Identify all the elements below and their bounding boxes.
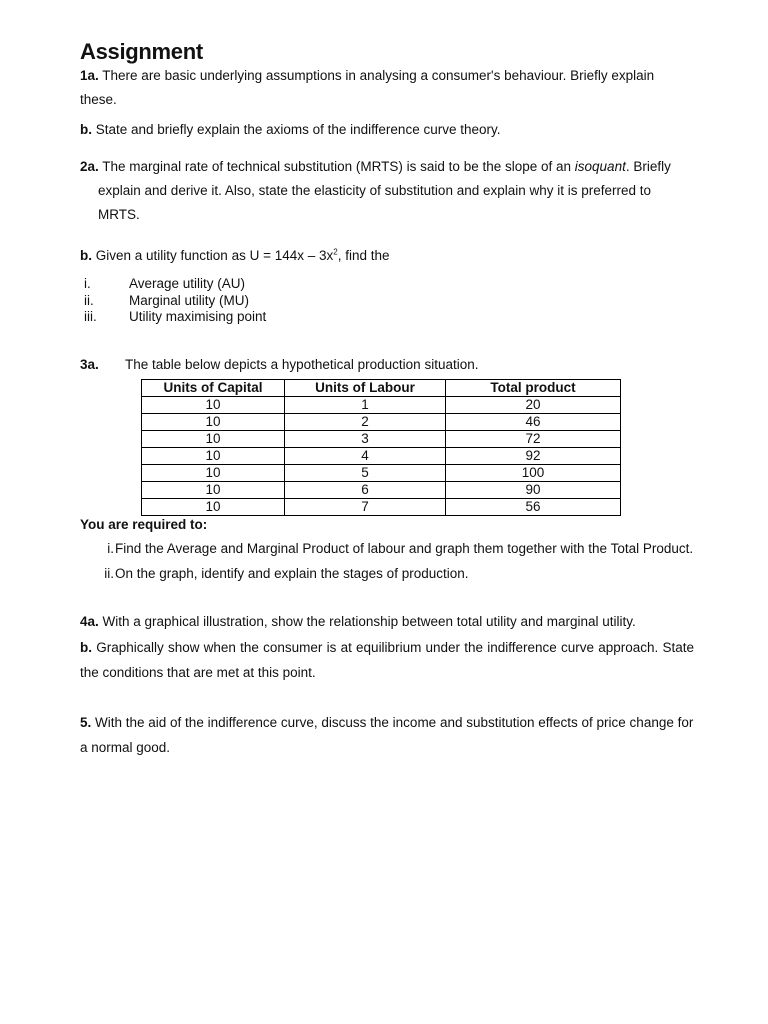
column-header-total-product: Total product <box>446 379 621 396</box>
question-4b <box>80 635 694 685</box>
question-4b-text: Graphically show when the consumer is at equilibrium under the indifference curve approach. State the conditions that are met at this point. <box>80 639 694 680</box>
question-1b-label: b. <box>80 122 92 137</box>
question-2a <box>80 155 694 227</box>
table-row <box>142 481 621 498</box>
list-item <box>80 561 694 586</box>
production-table <box>141 379 621 516</box>
table-row <box>142 396 621 413</box>
list-item <box>80 536 694 561</box>
question-4b-label: b. <box>80 639 92 655</box>
question-5 <box>80 710 694 760</box>
table-cell: 10 <box>142 413 285 430</box>
question-4a <box>80 610 694 634</box>
question-4a-text: With a graphical illustration, show the relationship between total utility and marginal utility. <box>98 613 636 629</box>
table-cell: 3 <box>285 430 446 447</box>
table-row <box>142 413 621 430</box>
table-cell: 72 <box>446 430 621 447</box>
table-cell: 6 <box>285 481 446 498</box>
question-3a <box>80 356 694 374</box>
question-2b <box>80 244 694 268</box>
question-5-text: With the aid of the indifference curve, discuss the income and substitution effects of price change for a normal good. <box>80 714 694 755</box>
list-item <box>80 309 694 326</box>
assignment-page <box>80 38 694 760</box>
table-cell: 10 <box>142 430 285 447</box>
question-1a-label: 1a. <box>80 68 99 83</box>
table-cell: 90 <box>446 481 621 498</box>
column-header-capital: Units of Capital <box>142 379 285 396</box>
list-item <box>80 276 694 293</box>
list-item-text: Marginal utility (MU) <box>129 292 250 308</box>
list-item-number: i. <box>84 276 91 291</box>
column-header-labour: Units of Labour <box>285 379 446 396</box>
list-item-text: Find the Average and Marginal Product of labour and graph them together with the Total Product. <box>115 540 694 556</box>
table-cell: 46 <box>446 413 621 430</box>
list-item-number: iii. <box>84 309 97 324</box>
question-2b-list <box>80 276 694 326</box>
page-title: Assignment <box>80 39 203 64</box>
question-1a <box>80 64 694 112</box>
table-cell: 2 <box>285 413 446 430</box>
list-item-number: ii. <box>84 292 94 308</box>
question-2a-text-2: . Briefly explain and derive it. Also, state the elasticity of substitution and explain why it is preferred to MRTS. <box>98 159 671 222</box>
table-cell: 92 <box>446 447 621 464</box>
table-row <box>142 464 621 481</box>
list-item-text: On the graph, identify and explain the stages of production. <box>115 565 469 581</box>
list-item-number: i. <box>107 540 114 556</box>
list-item-text: Average utility (AU) <box>129 276 246 291</box>
table-cell: 7 <box>285 498 446 515</box>
required-heading-text: You are required to: <box>80 516 208 532</box>
required-heading <box>80 516 694 533</box>
question-1b <box>80 118 694 142</box>
table-cell: 10 <box>142 447 285 464</box>
required-list <box>80 536 694 586</box>
table-cell: 10 <box>142 396 285 413</box>
question-5-label: 5. <box>80 714 92 730</box>
table-cell: 100 <box>446 464 621 481</box>
question-2a-text-1: The marginal rate of technical substitution (MRTS) is said to be the slope of an <box>98 159 575 174</box>
table-row <box>142 447 621 464</box>
question-4a-label: 4a. <box>80 613 99 629</box>
table-cell: 1 <box>285 396 446 413</box>
table-header-row <box>142 379 621 396</box>
table-row <box>142 498 621 515</box>
table-cell: 10 <box>142 481 285 498</box>
question-2b-text-1: Given a utility function as U = 144x – 3x <box>92 248 334 263</box>
table-cell: 4 <box>285 447 446 464</box>
question-2b-sup: 2 <box>333 247 338 257</box>
question-2a-label: 2a. <box>80 159 99 174</box>
question-3a-label: 3a. <box>80 356 99 372</box>
question-2b-text-2: , find the <box>337 248 390 263</box>
table-row <box>142 430 621 447</box>
table-cell: 10 <box>142 464 285 481</box>
list-item-text: Utility maximising point <box>129 309 267 324</box>
list-item <box>80 293 694 310</box>
table-cell: 5 <box>285 464 446 481</box>
list-item-number: ii. <box>104 565 114 581</box>
table-cell: 56 <box>446 498 621 515</box>
table-cell: 20 <box>446 396 621 413</box>
table-cell: 10 <box>142 498 285 515</box>
question-1a-text: There are basic underlying assumptions in analysing a consumer's behaviour. Briefly explain these. <box>80 68 655 107</box>
question-2b-label: b. <box>80 248 92 263</box>
question-2a-italic: isoquant <box>574 159 626 174</box>
question-1b-text: State and briefly explain the axioms of the indifference curve theory. <box>92 122 501 137</box>
question-3a-text: The table below depicts a hypothetical production situation. <box>125 356 479 372</box>
